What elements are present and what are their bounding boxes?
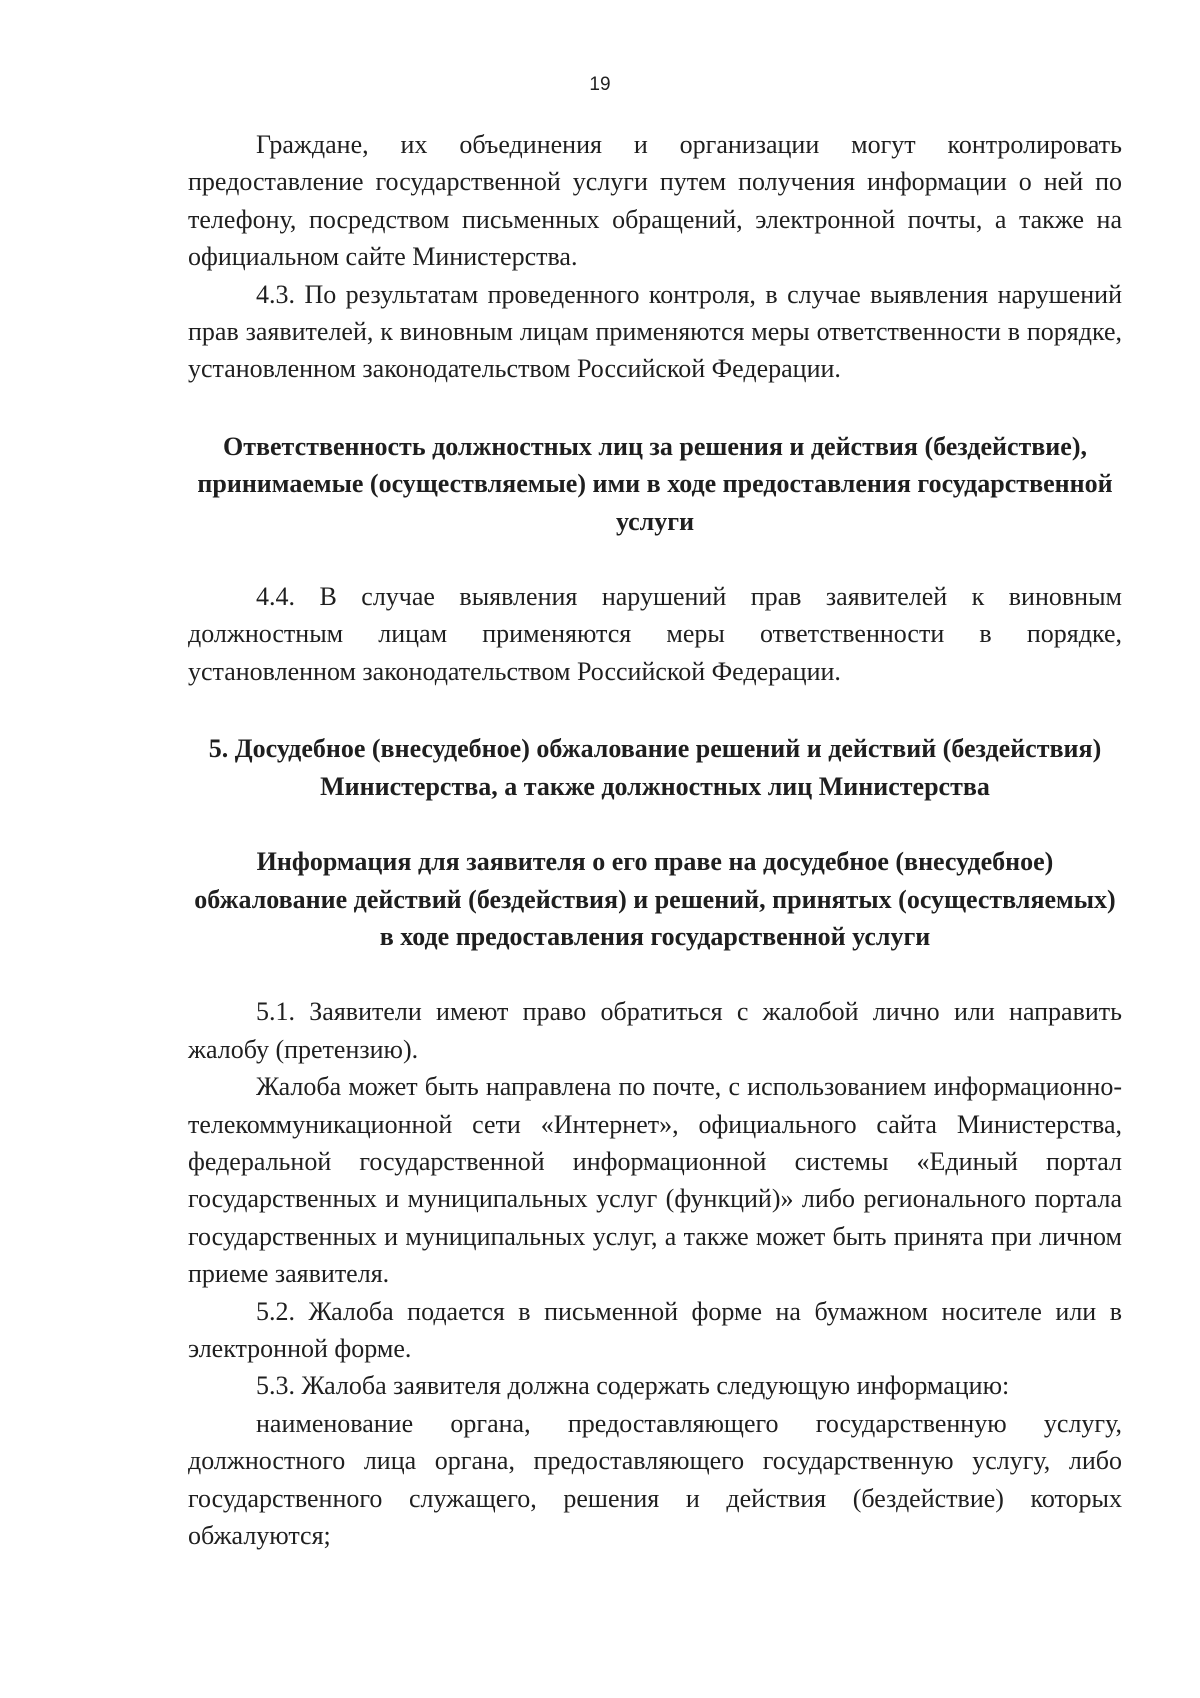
paragraph-5-3: 5.3. Жалоба заявителя должна содержать следующую информацию: bbox=[256, 1371, 1010, 1401]
paragraph-5-1: 5.1. Заявители имеют право обратиться с жалобой лично или направить жалобу (претензию). bbox=[188, 997, 1122, 1064]
paragraph-4-4: 4.4. В случае выявления нарушений прав заявителей к виновным должностным лицам применяются меры ответственности в порядке, установленном законодательством Российской Федерации. bbox=[188, 582, 1122, 686]
paragraph-complaint-channels: Жалоба может быть направлена по почте, с использованием информационно-телекоммуникационной сети «Интернет», официального сайта Министерства, федеральной государственной информационной системы «Единый портал государственных и муниципальных услуг (функций)» либо регионального портала государственных и муниципальных услуг, а также может быть принята при личном приеме заявителя. bbox=[188, 1072, 1122, 1289]
paragraph-citizens-control: Граждане, их объединения и организации могут контролировать предоставление государственной услуги путем получения информации о ней по телефону, посредством письменных обращений, электронной почты, а также на официальном сайте Министерства. bbox=[188, 130, 1122, 272]
paragraph-4-3: 4.3. По результатам проведенного контроля, в случае выявления нарушений прав заявителей, к виновным лицам применяются меры ответственности в порядке, установленном законодательством Российской Федерации. bbox=[188, 279, 1122, 384]
paragraph-authority-name: наименование органа, предоставляющего государственную услугу, должностного лица органа, предоставляющего государственную услугу, либо государственного служащего, решения и действия (бездействие) которых обжалуются; bbox=[188, 1408, 1122, 1550]
heading-section-5: 5. Досудебное (внесудебное) обжалование решений и действий (бездействия) Министерства, а также должностных лиц Министерства bbox=[208, 734, 1102, 801]
page-number: 19 bbox=[589, 74, 611, 95]
document-body bbox=[188, 126, 1122, 1554]
heading-applicant-rights: Информация для заявителя о его праве на досудебное (внесудебное) обжалование действий (бездействия) и решений, принятых (осуществляемых) в ходе предоставления государственной услуги bbox=[194, 847, 1116, 951]
heading-officials-responsibility: Ответственность должностных лиц за решения и действия (бездействие), принимаемые (осуществляемые) ими в ходе предоставления государственной услуги bbox=[197, 431, 1113, 536]
paragraph-5-2: 5.2. Жалоба подается в письменной форме на бумажном носителе или в электронной форме. bbox=[188, 1296, 1122, 1363]
